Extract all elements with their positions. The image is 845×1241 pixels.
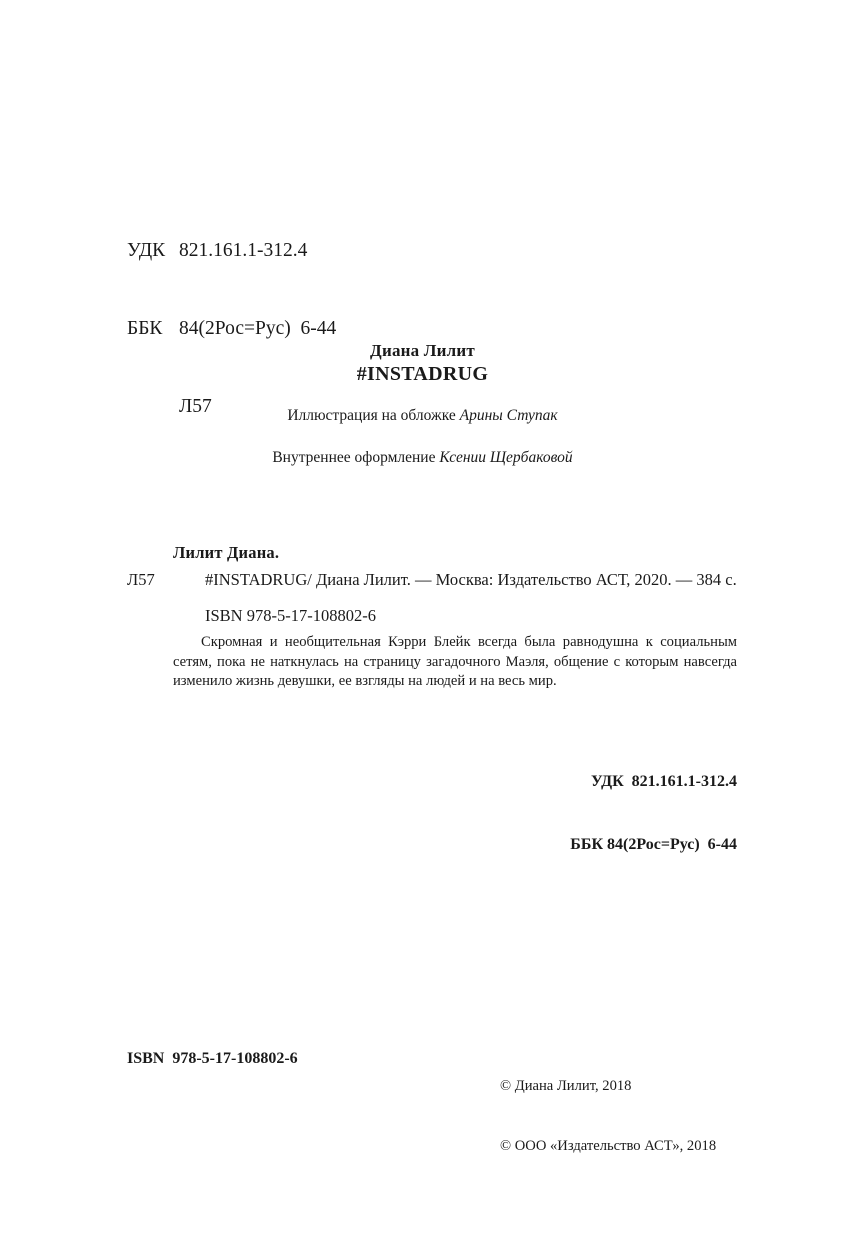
bbk-value: 84(2Рос=Рус) 6-44 [179,318,337,339]
cover-illustration-credit [0,406,845,426]
copyright-publisher: © ООО «Издательство АСТ», 2018 [500,1138,717,1154]
bbk-label: ББК [127,318,163,339]
biblio-shelf-mark: Л57 [127,570,155,589]
copyright-block [500,1036,716,1196]
bibliographic-record [127,541,737,692]
cover-illustration-label: Иллюстрация на обложке [287,407,460,424]
udk-line-bottom: УДК 821.161.1-312.4 [590,773,737,790]
classification-codes-bottom [337,729,737,897]
bbk-line-bottom: ББК 84(2Рос=Рус) 6-44 [570,836,737,853]
copyright-author: © Диана Лилит, 2018 [500,1078,632,1094]
bbk-row [127,316,336,342]
udk-row [127,238,336,264]
biblio-author-inverted: Лилит Диана. [173,543,280,562]
book-annotation: Скромная и необщительная Кэрри Блейк всегда была равнодушна к социальным сетям, пока не наткнулась на страницу загадочного Маэля, общение с которым навсегда изменило жизнь девушки, ее взгляды на людей и на весь мир. [173,634,737,689]
shelf-mark-value: Л57 [179,396,212,417]
cover-illustration-name: Арины Ступак [459,407,558,424]
interior-design-credit [0,448,845,468]
udk-value: 821.161.1-312.4 [179,240,308,261]
footer-isbn: ISBN 978-5-17-108802-6 [127,1050,298,1067]
book-title: #INSTADRUG [356,363,489,385]
credits-block [0,340,845,468]
biblio-isbn: ISBN 978-5-17-108802-6 [205,606,376,625]
author-name: Диана Лилит [370,341,475,360]
biblio-description-text: #INSTADRUG/ Диана Лилит. — Москва: Издательство АСТ, 2020. — 384 с. [205,570,737,589]
udk-label: УДК [127,240,166,261]
biblio-description-block [127,568,737,591]
interior-design-label: Внутреннее оформление [272,449,440,466]
interior-design-name: Ксении Щербаковой [439,449,573,466]
